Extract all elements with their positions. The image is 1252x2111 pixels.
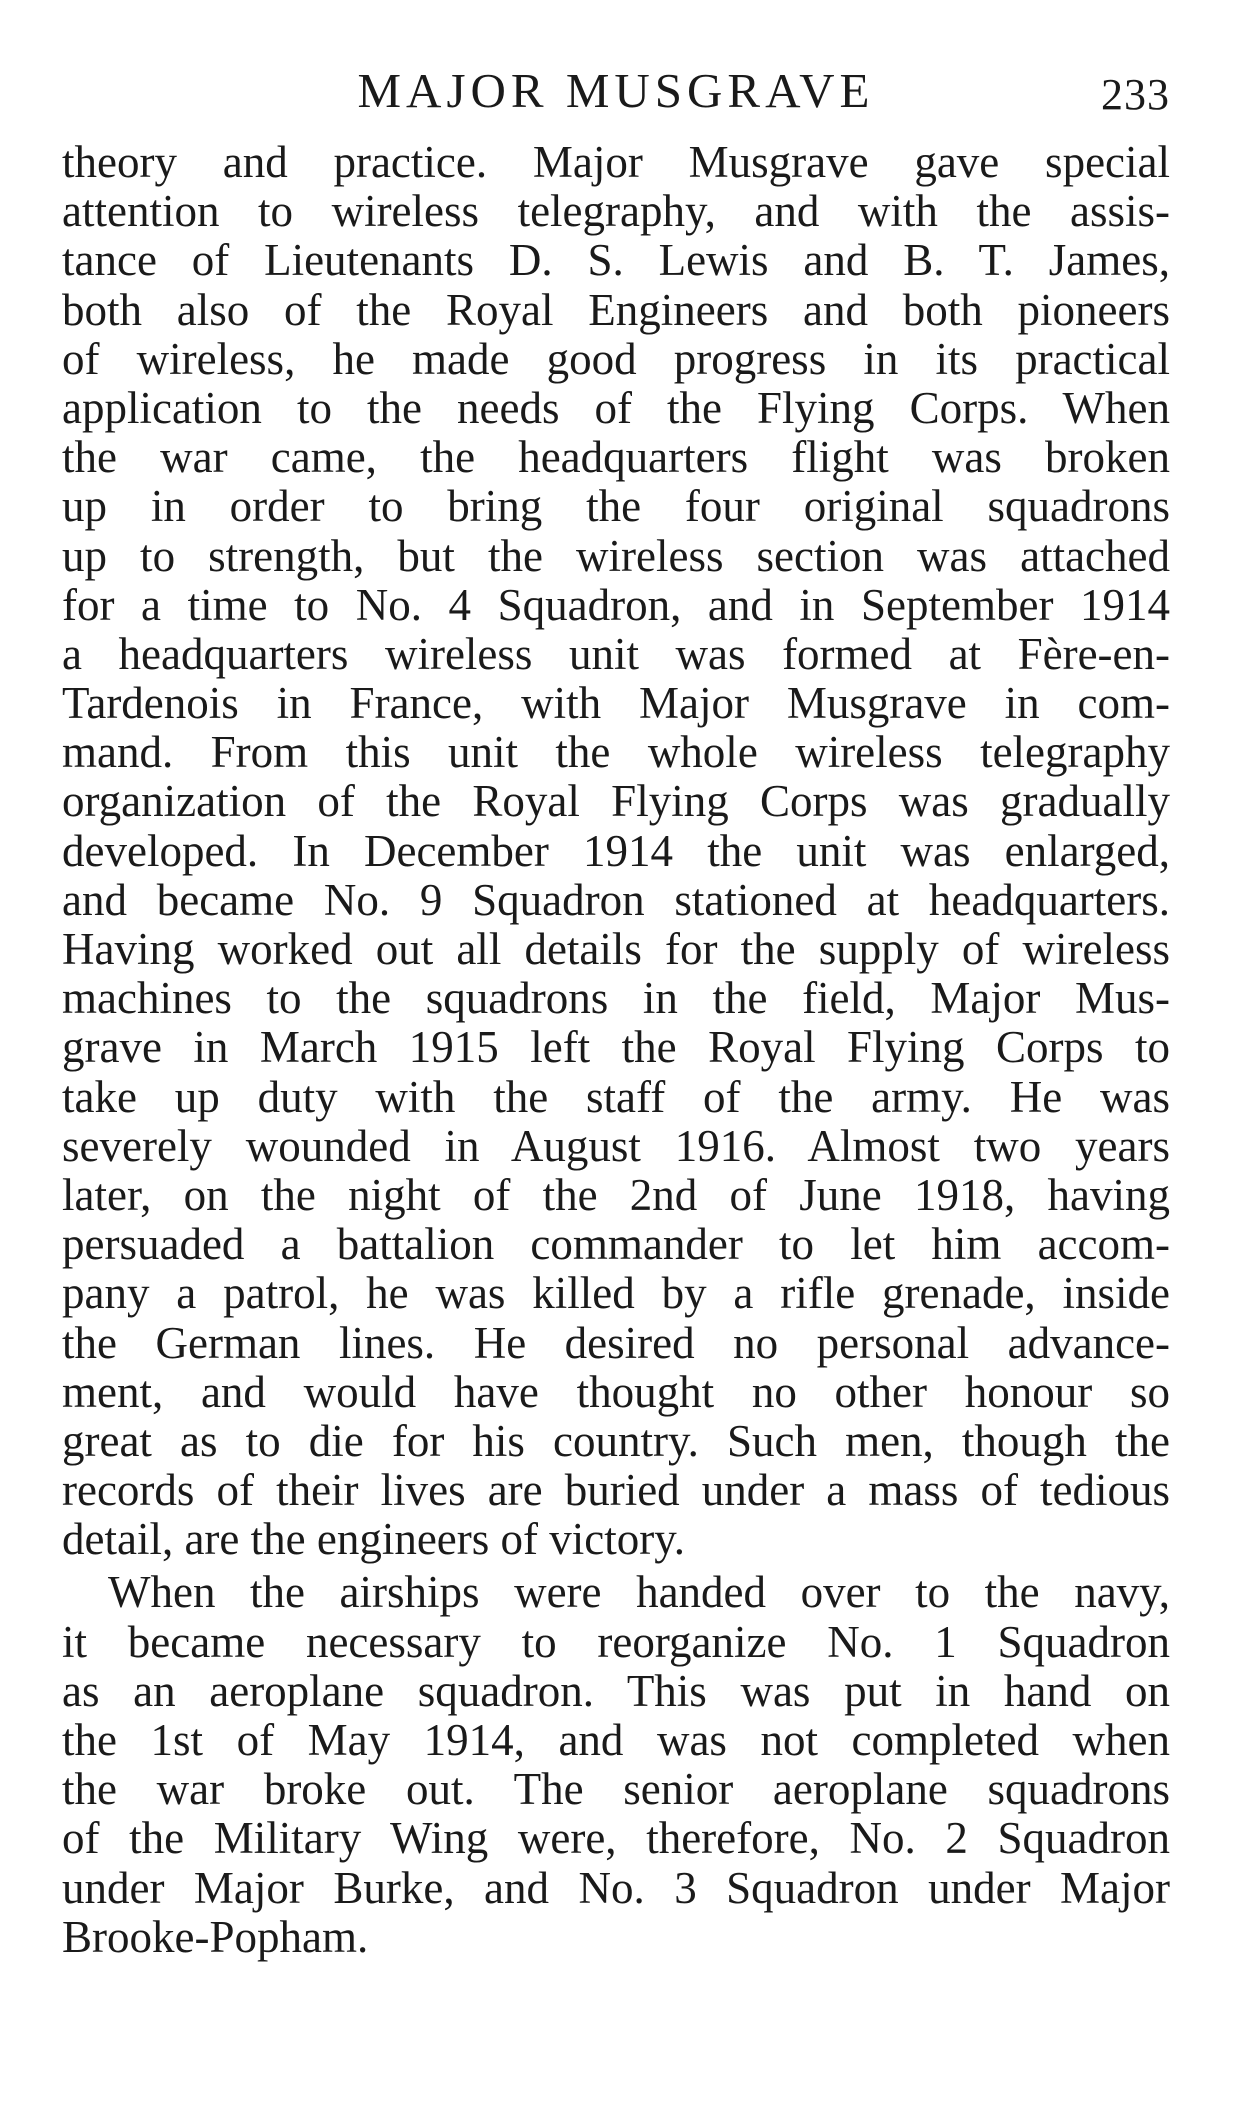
- text-line: under Major Burke, and No. 3 Squadron under Major: [62, 1862, 1170, 1913]
- text-line: the 1st of May 1914, and was not completed when: [62, 1715, 1170, 1765]
- text-line: as an aeroplane squadron. This was put in hand on: [62, 1665, 1170, 1716]
- text-line: When the airships were handed over to the navy,: [108, 1567, 1170, 1618]
- text-line: organization of the Royal Flying Corps was gradually: [62, 776, 1170, 827]
- text-line: both also of the Royal Engineers and both pioneers: [62, 284, 1170, 335]
- running-title: MAJOR MUSGRAVE: [357, 63, 875, 118]
- text-line: later, on the night of the 2nd of June 1918, having: [62, 1169, 1170, 1220]
- running-head: [62, 60, 1170, 122]
- text-line: tance of Lieutenants D. S. Lewis and B. T. James,: [62, 235, 1170, 286]
- page-number: 233: [1101, 70, 1170, 119]
- text-line: great as to die for his country. Such men, though the: [62, 1415, 1170, 1466]
- paragraph-2: [62, 1568, 1170, 1962]
- text-line: for a time to No. 4 Squadron, and in September 1914: [62, 579, 1170, 630]
- paragraph-1: [62, 138, 1170, 1564]
- text-line: attention to wireless telegraphy, and with the assis-: [62, 186, 1170, 237]
- text-line: the German lines. He desired no personal advance-: [62, 1317, 1170, 1368]
- text-line: up to strength, but the wireless section was attached: [62, 530, 1170, 581]
- text-line: a headquarters wireless unit was formed at Fère-en-: [62, 628, 1170, 679]
- text-line: of wireless, he made good progress in its practical: [62, 333, 1170, 384]
- text-line: of the Military Wing were, therefore, No. 2 Squadron: [62, 1813, 1170, 1864]
- text-line: the war broke out. The senior aeroplane squadrons: [62, 1764, 1170, 1815]
- text-line: and became No. 9 Squadron stationed at headquarters.: [62, 874, 1170, 925]
- text-line: application to the needs of the Flying Corps. When: [62, 382, 1170, 433]
- text-line: mand. From this unit the whole wireless telegraphy: [62, 727, 1170, 778]
- book-page: [62, 60, 1170, 1962]
- text-line: take up duty with the staff of the army. He was: [62, 1071, 1170, 1122]
- text-line: machines to the squadrons in the field, Major Mus-: [62, 973, 1170, 1024]
- text-line: persuaded a battalion commander to let him accom-: [62, 1219, 1170, 1270]
- text-line: pany a patrol, he was killed by a rifle grenade, inside: [62, 1268, 1170, 1319]
- text-line: grave in March 1915 left the Royal Flying Corps to: [62, 1022, 1170, 1073]
- text-line: Having worked out all details for the supply of wireless: [62, 924, 1170, 974]
- text-line: Tardenois in France, with Major Musgrave in com-: [62, 678, 1170, 729]
- text-line: up in order to bring the four original squadrons: [62, 481, 1170, 532]
- text-line: severely wounded in August 1916. Almost two years: [62, 1120, 1170, 1171]
- text-line: detail, are the engineers of victory.: [62, 1514, 686, 1565]
- text-line: theory and practice. Major Musgrave gave special: [62, 137, 1170, 187]
- text-line: it became necessary to reorganize No. 1 Squadron: [62, 1616, 1170, 1667]
- text-line: ment, and would have thought no other honour so: [62, 1366, 1170, 1417]
- text-line: Brooke-Popham.: [62, 1911, 369, 1962]
- text-line: the war came, the headquarters flight was broken: [62, 432, 1170, 483]
- body-text: [62, 138, 1170, 1962]
- text-line: developed. In December 1914 the unit was enlarged,: [62, 825, 1170, 876]
- text-line: records of their lives are buried under a mass of tedious: [62, 1465, 1170, 1516]
